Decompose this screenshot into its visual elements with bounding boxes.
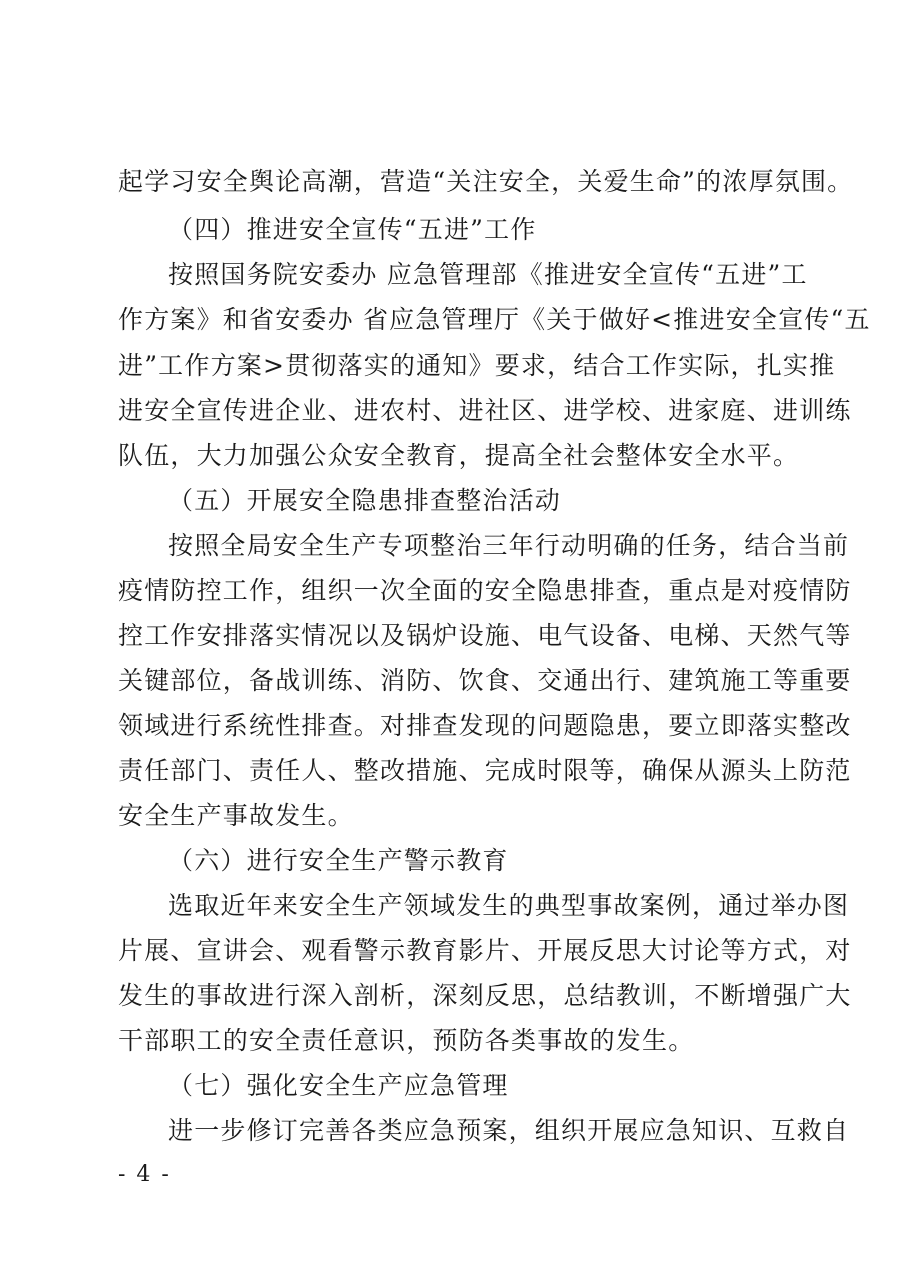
body-text-line: 发生的事故进行深入剖析，深刻反思，总结教训，不断增强广大 xyxy=(118,981,852,1010)
body-text-line: 进一步修订完善各类应急预案，组织开展应急知识、互救自 xyxy=(168,1116,850,1145)
body-text-line: 起学习安全舆论高潮，营造“关注安全，关爱生命”的浓厚氛围。 xyxy=(118,167,854,196)
body-text-line: 干部职工的安全责任意识，预防各类事故的发生。 xyxy=(118,1026,695,1055)
body-text-line: 控工作安排落实情况以及锅炉设施、电气设备、电梯、天然气等 xyxy=(118,621,852,650)
section-heading-7: （七）强化安全生产应急管理 xyxy=(168,1071,509,1100)
page-number: - 4 - xyxy=(118,1162,171,1187)
body-text-line: 队伍，大力加强公众安全教育，提高全社会整体安全水平。 xyxy=(118,441,800,470)
body-text-line: 安全生产事故发生。 xyxy=(118,801,354,830)
body-text-line: 进安全宣传进企业、进农村、进社区、进学校、进家庭、进训练 xyxy=(118,396,852,425)
body-text-line: 按照全局安全生产专项整治三年行动明确的任务，结合当前 xyxy=(168,531,850,560)
body-text-line: 领域进行系统性排查。对排查发现的问题隐患，要立即落实整改 xyxy=(118,711,852,740)
body-text-line: 选取近年来安全生产领域发生的典型事故案例，通过举办图 xyxy=(168,891,850,920)
body-text-line: 关键部位，备战训练、消防、饮食、交通出行、建筑施工等重要 xyxy=(118,666,852,695)
body-text-line: 进”工作方案>贯彻落实的通知》要求，结合工作实际，扎实推 xyxy=(118,351,836,380)
body-text-line: 按照国务院安委办 应急管理部《推进安全宣传“五进”工 xyxy=(168,260,808,289)
body-text-line: 片展、宣讲会、观看警示教育影片、开展反思大讨论等方式，对 xyxy=(118,936,852,965)
section-heading-4: （四）推进安全宣传“五进”工作 xyxy=(168,215,537,244)
section-heading-5: （五）开展安全隐患排查整治活动 xyxy=(168,486,562,515)
section-heading-6: （六）进行安全生产警示教育 xyxy=(168,846,509,875)
body-text-line: 疫情防控工作，组织一次全面的安全隐患排查，重点是对疫情防 xyxy=(118,576,852,605)
body-text-line: 作方案》和省安委办 省应急管理厅《关于做好<推进安全宣传“五 xyxy=(118,305,871,334)
body-text-line: 责任部门、责任人、整改措施、完成时限等，确保从源头上防范 xyxy=(118,756,852,785)
